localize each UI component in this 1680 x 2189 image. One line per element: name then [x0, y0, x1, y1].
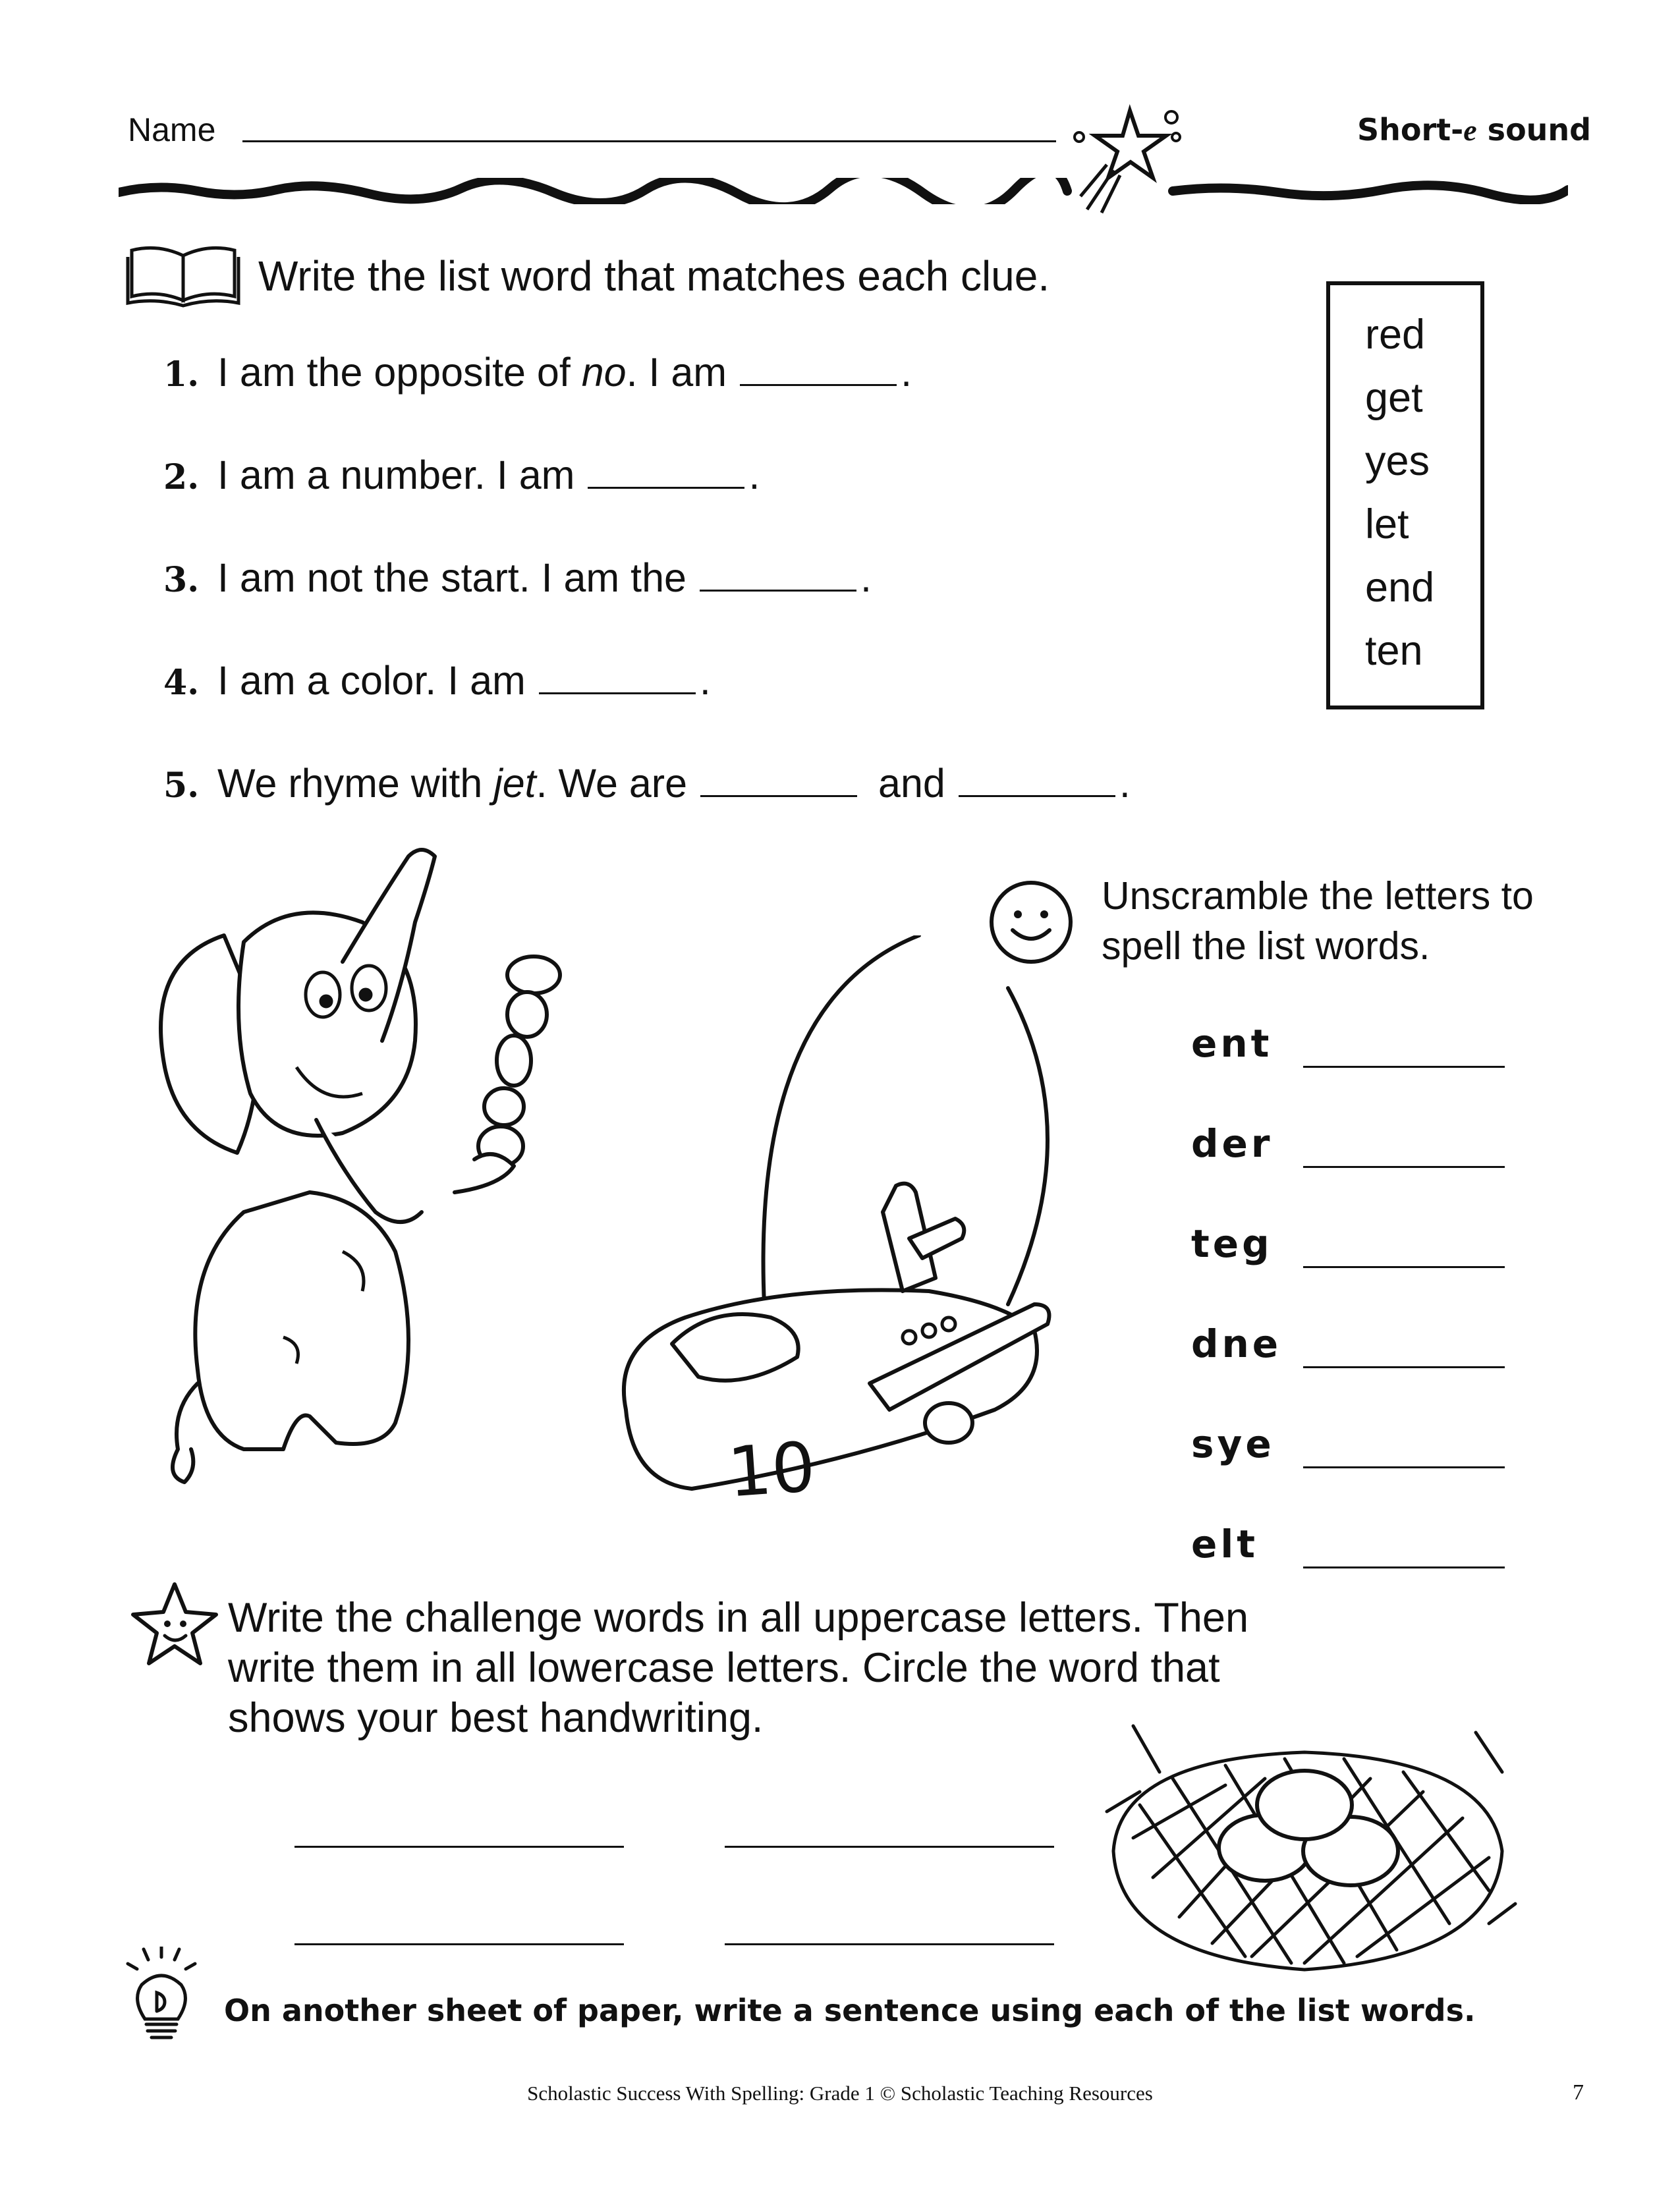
bird-nest-illustration [1094, 1706, 1522, 1983]
clue-2: 2. I am a number. I am . [163, 453, 760, 497]
scrambled-word: dne [1191, 1321, 1282, 1366]
answer-blank-3[interactable] [700, 584, 856, 592]
final-instruction: On another sheet of paper, write a sentence using each of the list words. [224, 1993, 1476, 2028]
open-book-icon [125, 237, 244, 310]
challenge-word-line[interactable] [725, 1943, 1054, 1945]
clue-1: 1. I am the opposite of no. I am . [163, 350, 912, 395]
unscramble-answer-line[interactable] [1303, 1066, 1505, 1068]
answer-blank-1[interactable] [740, 379, 897, 386]
name-label: Name [128, 111, 216, 148]
word-list-item: ten [1365, 628, 1423, 674]
clue-3: 3. I am not the start. I am the . [163, 555, 872, 600]
clue-4: 4. I am a color. I am . [163, 658, 711, 703]
clue-5: 5. We rhyme with jet. We are and . [163, 761, 1131, 806]
scrambled-word: sye [1191, 1422, 1275, 1466]
word-list-item: end [1365, 565, 1435, 611]
scrambled-word: elt [1191, 1522, 1258, 1566]
word-list-item: yes [1365, 438, 1430, 484]
unscramble-instruction: Unscramble the letters to spell the list words. [1102, 874, 1534, 968]
star-face-icon [125, 1578, 224, 1676]
challenge-word-line[interactable] [725, 1846, 1054, 1848]
lightbulb-icon [125, 1947, 198, 2045]
name-input-line[interactable] [242, 140, 1056, 142]
airplane-illustration [586, 935, 1113, 1541]
word-list-item: let [1365, 501, 1409, 547]
word-list-item: get [1365, 375, 1423, 421]
section1-instruction: Write the list word that matches each clue. [258, 252, 1050, 300]
challenge-word-line[interactable] [294, 1846, 624, 1848]
scrambled-word: der [1191, 1121, 1274, 1166]
topic-title: Short-e sound [1357, 112, 1592, 148]
answer-blank-2[interactable] [588, 482, 744, 489]
header-divider [119, 178, 1568, 204]
plane-number: 10 [725, 1426, 818, 1513]
answer-blank-5b[interactable] [959, 790, 1115, 797]
unscramble-answer-line[interactable] [1303, 1366, 1505, 1368]
smiley-face-icon [985, 876, 1077, 968]
scrambled-word: teg [1191, 1221, 1273, 1266]
challenge-word-line[interactable] [294, 1943, 624, 1945]
page-number: 7 [1573, 2080, 1584, 2105]
unscramble-answer-line[interactable] [1303, 1566, 1505, 1568]
elephant-illustration [145, 843, 593, 1489]
footer-credit: Scholastic Success With Spelling: Grade 1 © Scholastic Teaching Resources [527, 2082, 1153, 2105]
unscramble-answer-line[interactable] [1303, 1266, 1505, 1268]
challenge-instruction: Write the challenge words in all uppercase letters. Then write them in all lowercase letters. Circle the word that shows your best handwriting. [228, 1595, 1249, 1741]
answer-blank-5a[interactable] [700, 790, 857, 797]
unscramble-answer-line[interactable] [1303, 1166, 1505, 1168]
unscramble-answer-line[interactable] [1303, 1466, 1505, 1468]
scrambled-word: ent [1191, 1021, 1273, 1066]
answer-blank-4[interactable] [539, 687, 696, 694]
word-list-item: red [1365, 312, 1426, 358]
